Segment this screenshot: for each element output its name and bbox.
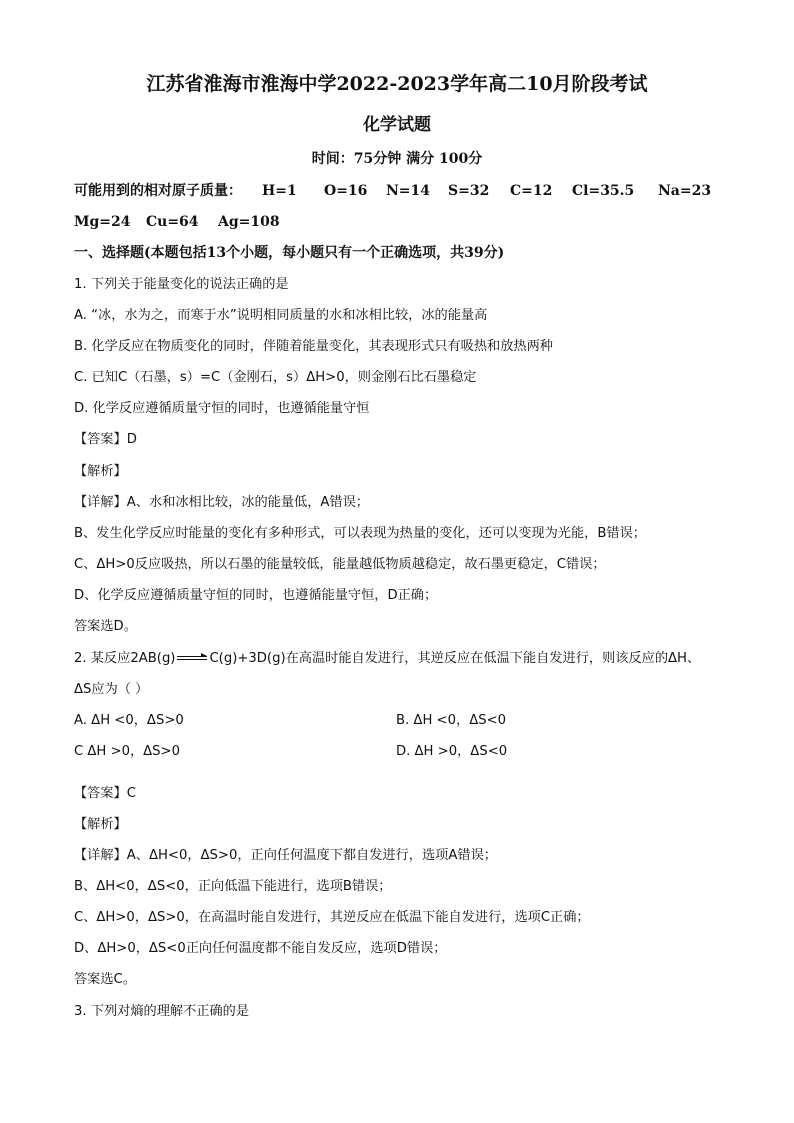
q1-option-c: C. 已知C（石墨，s）=C（金刚石，s）ΔH>0，则金刚石比石墨稳定 <box>74 370 477 385</box>
atomic-mass-item: Cl=35.5 <box>572 183 635 199</box>
q2-option-c: C ΔH >0，ΔS>0 <box>74 744 180 759</box>
q1-detail-line: 【详解】A、水和冰相比较，冰的能量低，A错误； <box>74 495 369 510</box>
q1-option-d: D. 化学反应遵循质量守恒的同时，也遵循能量守恒 <box>74 401 370 416</box>
q2-option-a: A. ΔH <0，ΔS>0 <box>74 713 184 728</box>
q2-stem-post: C(g)+3D(g)在高温时能自发进行，其逆反应在低温下能自发进行，则该反应的ΔH、 <box>209 651 701 666</box>
atomic-mass-line-1 <box>74 182 711 200</box>
q2-detail-line: C、ΔH>0，ΔS>0，在高温时能自发进行，其逆反应在低温下能自发进行，选项C正确； <box>74 910 590 925</box>
q2-detail-line: B、ΔH<0，ΔS<0，正向低温下能进行，选项B错误； <box>74 879 392 894</box>
q1-option-b: B. 化学反应在物质变化的同时，伴随着能量变化，其表现形式只有吸热和放热两种 <box>74 339 553 354</box>
q1-stem: 1. 下列关于能量变化的说法正确的是 <box>74 277 289 292</box>
atomic-mass-label: 可能用到的相对原子质量： <box>74 183 242 199</box>
atomic-mass-item: Na=23 <box>658 183 712 199</box>
atomic-mass-item: Cu=64 <box>146 214 199 230</box>
q2-stem <box>74 650 700 668</box>
page-title: 江苏省淮海市淮海中学2022-2023学年高二10月阶段考试 <box>146 73 648 95</box>
atomic-mass-item: Mg=24 <box>74 214 131 230</box>
q3-stem: 3. 下列对熵的理解不正确的是 <box>74 1004 250 1019</box>
q2-detail-line: D、ΔH>0，ΔS<0正向任何温度都不能自发反应，选项D错误； <box>74 941 447 956</box>
q1-analysis-label: 【解析】 <box>74 464 127 479</box>
q2-conclusion: 答案选C。 <box>74 972 136 987</box>
q1-detail-line: B、发生化学反应时能量的变化有多种形式，可以表现为热量的变化，还可以变现为光能，B错误； <box>74 526 646 541</box>
q1-detail-line: D、化学反应遵循质量守恒的同时，也遵循能量守恒，D正确； <box>74 588 438 603</box>
atomic-mass-item: S=32 <box>448 183 490 199</box>
q2-analysis-label: 【解析】 <box>74 817 127 832</box>
page-subtitle: 化学试题 <box>363 115 431 135</box>
q2-option-d: D. ΔH >0，ΔS<0 <box>396 744 508 759</box>
q1-conclusion: 答案选D。 <box>74 619 137 634</box>
atomic-mass-item: C=12 <box>510 183 553 199</box>
atomic-mass-item: Ag=108 <box>218 214 280 230</box>
atomic-mass-item: N=14 <box>386 183 431 199</box>
q1-option-a: A. “冰，水为之，而寒于水”说明相同质量的水和冰相比较，冰的能量高 <box>74 308 488 323</box>
equilibrium-arrow-icon <box>177 654 207 662</box>
q1-detail-line: C、ΔH>0反应吸热，所以石墨的能量较低，能量越低物质越稳定，故石墨更稳定，C错误； <box>74 557 606 572</box>
q2-option-b: B. ΔH <0，ΔS<0 <box>396 713 507 728</box>
q1-answer: 【答案】D <box>74 432 137 447</box>
atomic-mass-item: H=1 <box>262 183 297 199</box>
q2-options-row-2 <box>74 743 508 761</box>
q2-detail-line: 【详解】A、ΔH<0，ΔS>0，正向任何温度下都自发进行，选项A错误； <box>74 848 497 863</box>
exam-meta: 时间：75分钟 满分 100分 <box>311 151 483 167</box>
atomic-mass-item: O=16 <box>324 183 368 199</box>
q2-stem-line-2: ΔS应为（ ） <box>74 682 149 697</box>
q2-stem-pre: 2. 某反应2AB(g) <box>74 651 176 666</box>
section-heading: 一、选择题(本题包括13个小题，每小题只有一个正确选项，共39分) <box>74 245 505 261</box>
q2-answer: 【答案】C <box>74 786 136 801</box>
q2-options-row-1 <box>74 712 507 730</box>
atomic-mass-line-2 <box>74 213 280 231</box>
